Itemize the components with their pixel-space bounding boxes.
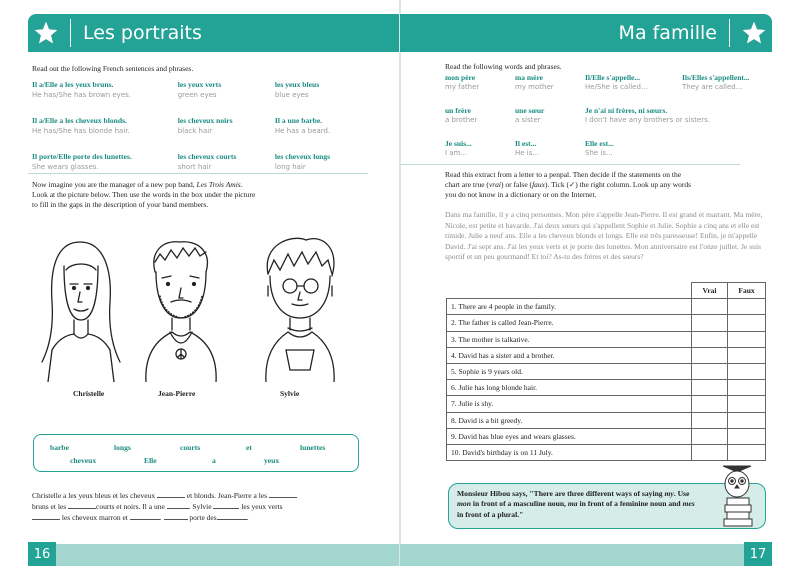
vocab-en: a sister (515, 116, 541, 124)
header-divider (70, 19, 71, 47)
tick-cell-vrai[interactable] (692, 299, 728, 315)
owl-icon (715, 462, 759, 528)
tick-cell-vrai[interactable] (692, 444, 728, 460)
vocab-row (445, 106, 785, 139)
vocab-fr: Je n'ai ni frères, ni sœurs. (585, 106, 668, 115)
page-number: 16 (28, 542, 56, 566)
vocab-fr: Ils/Elles s'appellent... (682, 73, 750, 82)
phrase-fr: les yeux verts (177, 80, 222, 89)
word: longs (114, 443, 131, 452)
footer-bar (400, 544, 772, 566)
table-row (447, 428, 766, 444)
vocab-grid (445, 73, 785, 172)
section-divider (400, 164, 740, 165)
tick-cell-faux[interactable] (728, 347, 766, 363)
star-icon (28, 15, 64, 51)
page-title: Ma famille (618, 22, 717, 44)
vocab-fr: Il est... (515, 139, 537, 148)
phrase-en: black hair (177, 127, 213, 135)
gap-fill-text: Christelle a les yeux bleus et les cheveux et blonds. Jean-Pierre a les bruns et les courts et noirs. Il a une . Sylvie les yeux verts les cheveux marron et . porte des . (32, 490, 364, 523)
phrase-grid (32, 80, 372, 188)
intro-text: Read out the following French sentences and phrases. (32, 64, 194, 73)
vocab-fr: Il/Elle s'appelle... (585, 73, 641, 82)
vocab-en: She is... (585, 149, 613, 157)
table-row (447, 396, 766, 412)
table-row (447, 412, 766, 428)
member-name: Jean-Pierre (158, 389, 196, 398)
right-page (400, 0, 800, 566)
word: cheveux (70, 456, 97, 465)
phrase-fr: Il a une barbe. (274, 116, 323, 125)
vocab-en: my mother (515, 83, 554, 91)
column-header-faux: Faux (728, 283, 766, 299)
tick-cell-vrai[interactable] (692, 380, 728, 396)
band-members-illustration (30, 232, 370, 382)
tick-cell-vrai[interactable] (692, 347, 728, 363)
vocab-fr: Elle est... (585, 139, 614, 148)
tick-cell-vrai[interactable] (692, 428, 728, 444)
phrase-row (32, 80, 372, 116)
star-icon (736, 15, 772, 51)
vocab-fr: une sœur (515, 106, 545, 115)
tick-cell-faux[interactable] (728, 363, 766, 379)
statement: 10. David's birthday is on 11 July. (447, 444, 692, 460)
true-false-table (446, 282, 766, 461)
phrase-en: He has a beard. (274, 127, 331, 135)
monsieur-hibou-tip (448, 483, 766, 529)
tick-cell-faux[interactable] (728, 412, 766, 428)
phrase-en: long hair (274, 163, 306, 171)
vocab-row (445, 139, 785, 172)
statement: 2. The father is called Jean-Pierre. (447, 315, 692, 331)
statement: 1. There are 4 people in the family. (447, 299, 692, 315)
word: Elle (144, 456, 157, 465)
table-row (447, 444, 766, 460)
table-row (447, 363, 766, 379)
jean-pierre-drawing (146, 242, 216, 382)
vocab-en: They are called... (682, 83, 743, 91)
word-box (33, 434, 359, 472)
tick-cell-faux[interactable] (728, 396, 766, 412)
page-number: 17 (744, 542, 772, 566)
section-divider (28, 173, 368, 174)
table-row (447, 315, 766, 331)
gap-blank[interactable] (68, 501, 96, 509)
phrase-fr: les cheveux noirs (177, 116, 233, 125)
statement: 7. Julie is shy. (447, 396, 692, 412)
statement: 9. David has blue eyes and wears glasses. (447, 428, 692, 444)
phrase-row (32, 116, 372, 152)
tick-cell-faux[interactable] (728, 428, 766, 444)
vocab-fr: mon père (445, 73, 476, 82)
gap-blank[interactable] (217, 512, 247, 520)
vocab-fr: un frère (445, 106, 471, 115)
member-name: Christelle (73, 389, 105, 398)
tick-cell-faux[interactable] (728, 380, 766, 396)
phrase-fr: les yeux bleus (274, 80, 320, 89)
vocab-en: He is... (515, 149, 540, 157)
vocab-en: He/She is called... (585, 83, 648, 91)
tick-cell-vrai[interactable] (692, 363, 728, 379)
intro-text: Read the following words and phrases. (445, 62, 562, 71)
statement: 5. Sophie is 9 years old. (447, 363, 692, 379)
phrase-en: blue eyes (274, 91, 309, 99)
penpal-letter: Dans ma famille, il y a cinq personnes. Mon père s'appelle Jean-Pierre. Il est grand et marrant. Ma mère, Nicole, est petite et bavarde. J'ai deux sœurs qui s'appellent Sophie et Julie. Sophie a cinq ans et elle est timide. Julie a neuf ans. Elle a les cheveux blonds et longs. Elle est très paresseuse! Enfin, je m'appelle David. J'ai sept ans. J'ai les yeux verts et je porte des lunettes. Mon anniversaire est l'onze juillet. Je suis sportif et un peu gourmand! Et toi? As-tu des frères et des sœurs? (445, 210, 763, 262)
statement: 6. Julie has long blonde hair. (447, 380, 692, 396)
left-header-bar (28, 14, 400, 52)
gap-blank[interactable] (157, 490, 185, 498)
tick-cell-vrai[interactable] (692, 396, 728, 412)
tick-cell-vrai[interactable] (692, 331, 728, 347)
christelle-drawing (42, 242, 120, 382)
phrase-fr: les cheveux courts (177, 152, 237, 161)
word: yeux (264, 456, 280, 465)
word: et (246, 443, 252, 452)
footer-bar (28, 544, 400, 566)
instructions: Now imagine you are the manager of a new pop band, Les Trois Amis. Look at the picture below. Then use the words in the box under the picture to fill in the gaps in the description of your band members. (32, 180, 256, 209)
vocab-en: I don't have any brothers or sisters. (585, 116, 710, 124)
vocab-en: my father (445, 83, 480, 91)
phrase-en: He has/She has blonde hair. (32, 127, 130, 135)
vocab-en: a brother (445, 116, 478, 124)
gap-blank[interactable] (269, 490, 297, 498)
vocab-en: I am... (445, 149, 468, 157)
table-row (447, 347, 766, 363)
tip-text: Monsieur Hibou says, "There are three different ways of saying my. Use mon in front of a masculine noun, ma in front of a feminine noun and mes in front of a plural." (457, 489, 695, 519)
statement: 4. David has a sister and a brother. (447, 347, 692, 363)
word: barbe (50, 443, 69, 452)
tick-cell-faux[interactable] (728, 315, 766, 331)
header-divider (729, 19, 730, 47)
gap-blank[interactable] (167, 501, 189, 509)
tick-cell-faux[interactable] (728, 331, 766, 347)
phrase-en: short hair (177, 163, 212, 171)
tick-cell-faux[interactable] (728, 444, 766, 460)
phrase-fr: les cheveux longs (274, 152, 331, 161)
phrase-fr: Il porte/Elle porte des lunettes. (32, 152, 132, 161)
gap-blank[interactable] (164, 512, 188, 520)
phrase-en: He has/She has brown eyes. (32, 91, 132, 99)
table-header-row (447, 283, 766, 299)
statement: 3. The mother is talkative. (447, 331, 692, 347)
phrase-fr: Il a/Elle a les cheveux blonds. (32, 116, 127, 125)
right-header-bar (400, 14, 772, 52)
word: a (212, 456, 216, 465)
band-name: Les Trois Amis (196, 180, 241, 189)
page-title: Les portraits (83, 22, 202, 44)
phrase-fr: Il a/Elle a les yeux bruns. (32, 80, 114, 89)
vocab-fr: Je suis... (445, 139, 472, 148)
gap-blank[interactable] (32, 512, 60, 520)
tick-cell-vrai[interactable] (692, 412, 728, 428)
member-name: Sylvie (280, 389, 300, 398)
word: courts (180, 443, 201, 452)
instructions: Read this extract from a letter to a penpal. Then decide if the statements on the chart are true (vrai) or false (faux). Tick (✓) the right column. Look up any words you do not know in a dictionary or on the Internet. (445, 170, 692, 199)
column-header-vrai: Vrai (692, 283, 728, 299)
phrase-en: She wears glasses. (32, 163, 99, 171)
sylvie-drawing (266, 238, 334, 382)
tick-cell-vrai[interactable] (692, 315, 728, 331)
gap-blank[interactable] (130, 512, 160, 520)
statement: 8. David is a bit greedy. (447, 412, 692, 428)
table-row (447, 380, 766, 396)
vocab-fr: ma mère (515, 73, 543, 82)
tick-cell-faux[interactable] (728, 299, 766, 315)
gap-blank[interactable] (213, 501, 239, 509)
table-row (447, 331, 766, 347)
vocab-row (445, 73, 785, 106)
phrase-en: green eyes (177, 91, 217, 99)
word: lunettes (300, 443, 326, 452)
table-row (447, 299, 766, 315)
